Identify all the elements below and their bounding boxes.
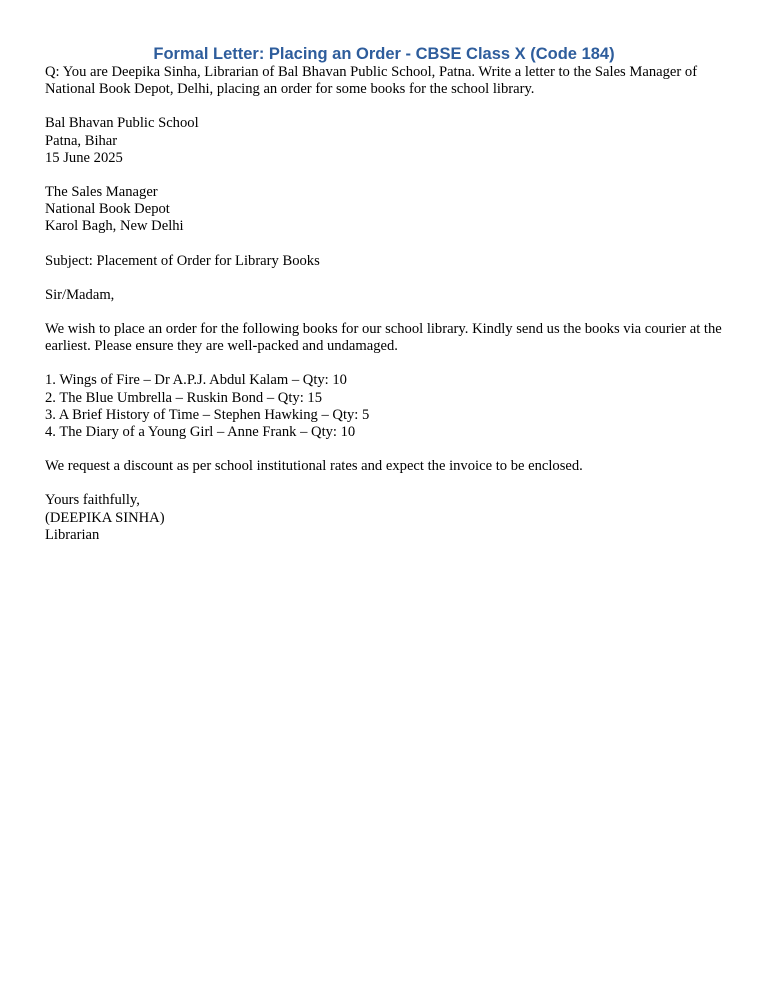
body-intro-text: We wish to place an order for the following books for our school library. Kindly send us the books via courier at the earliest. Please ensure they are well-packed and undamaged.: [45, 321, 722, 355]
valediction: Yours faithfully,: [45, 492, 140, 509]
list-item: 1. Wings of Fire – Dr A.P.J. Abdul Kalam – Qty: 10: [45, 372, 347, 389]
closing: [45, 492, 735, 544]
recipient-title: The Sales Manager: [45, 184, 158, 201]
sender-city: Patna, Bihar: [45, 132, 118, 149]
subject-line: [45, 253, 735, 270]
page-title: Formal Letter: Placing an Order - CBSE Class X (Code 184): [153, 45, 615, 63]
salutation-text: Sir/Madam,: [45, 286, 115, 303]
list-item: 2. The Blue Umbrella – Ruskin Bond – Qty: 15: [45, 389, 322, 406]
question-text: [45, 64, 735, 98]
subject-text: Subject: Placement of Order for Library Books: [45, 252, 320, 269]
sender-school: Bal Bhavan Public School: [45, 115, 199, 132]
list-item: 4. The Diary of a Young Girl – Anne Frank – Qty: 10: [45, 424, 356, 441]
letter-date: 15 June 2025: [45, 149, 123, 166]
recipient-address: [45, 184, 735, 236]
signatory-designation: Librarian: [45, 526, 100, 543]
recipient-company: National Book Depot: [45, 201, 170, 218]
body-close: [45, 458, 735, 475]
question-line: Q: You are Deepika Sinha, Librarian of Bal Bhavan Public School, Patna. Write a letter to the Sales Manager of National Book Depot, Delhi, placing an order for some books for the school library.: [45, 64, 698, 98]
body-close-text: We request a discount as per school institutional rates and expect the invoice to be enclosed.: [45, 458, 583, 475]
recipient-location: Karol Bagh, New Delhi: [45, 218, 184, 235]
list-item: 3. A Brief History of Time – Stephen Hawking – Qty: 5: [45, 406, 370, 423]
letter-document: [45, 64, 735, 544]
book-list: [45, 372, 735, 441]
body-intro: [45, 321, 735, 355]
sender-address: [45, 115, 735, 167]
salutation: [45, 287, 735, 304]
signatory-name: (DEEPIKA SINHA): [45, 509, 165, 526]
